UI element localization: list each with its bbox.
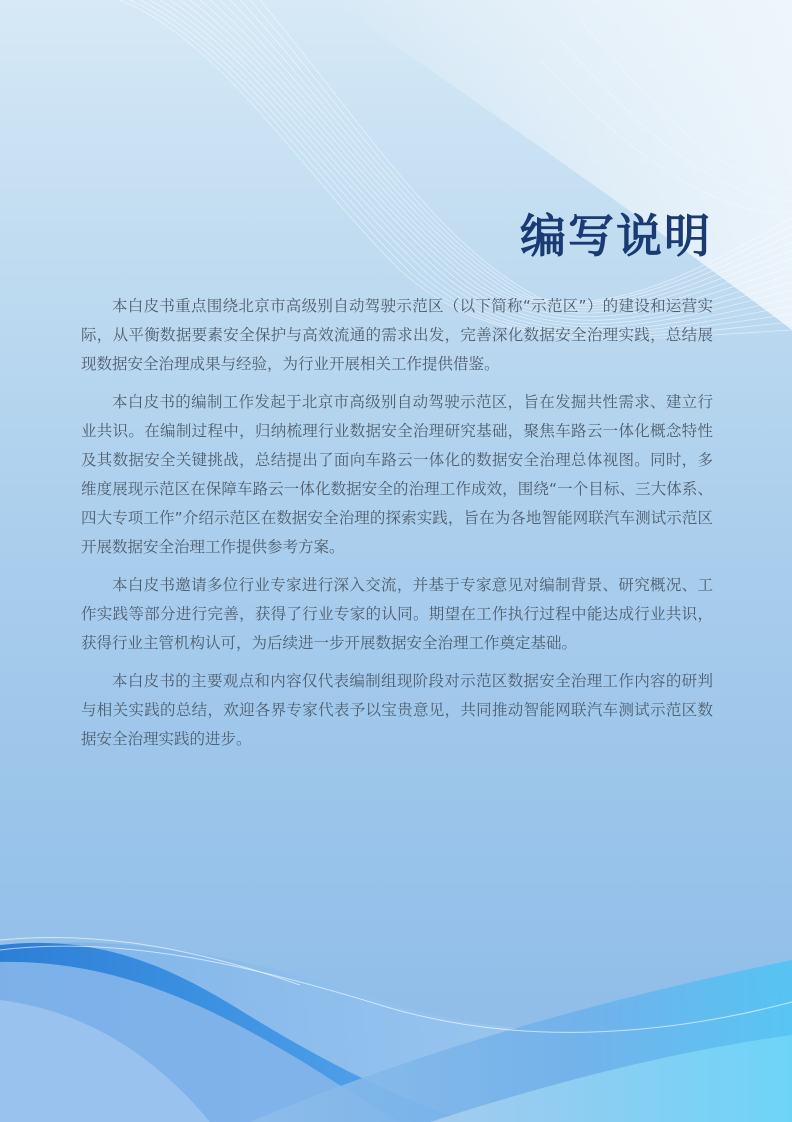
paragraph: 本白皮书的编制工作发起于北京市高级别自动驾驶示范区，旨在发掘共性需求、建立行业共识。在编制过程中，归纳梳理行业数据安全治理研究基础，聚焦车路云一体化概念特性及其数据安全关键挑战，总结提出了面向车路云一体化的数据安全治理总体视图。同时，多维度展现示范区在保障车路云一体化数据安全的治理工作成效，围绕“一个目标、三大体系、四大专项工作”介绍示范区在数据安全治理的探索实践，旨在为各地智能网联汽车测试示范区开展数据安全治理工作提供参考方案。 <box>81 393 713 556</box>
paragraph: 本白皮书邀请多位行业专家进行深入交流，并基于专家意见对编制背景、研究概况、工作实践等部分进行完善，获得了行业专家的认同。期望在工作执行过程中能达成行业共识，获得行业主管机构认可，为后续进一步开展数据安全治理工作奠定基础。 <box>81 576 713 652</box>
paragraph: 本白皮书重点围绕北京市高级别自动驾驶示范区（以下简称“示范区”）的建设和运营实际，从平衡数据要素安全保护与高效流通的需求出发，完善深化数据安全治理实践，总结展现数据安全治理成果与经验，为行业开展相关工作提供借鉴。 <box>81 297 713 373</box>
body-text <box>81 292 713 763</box>
page-title: 编写说明 <box>520 209 712 263</box>
paragraph: 本白皮书的主要观点和内容仅代表编制组现阶段对示范区数据安全治理工作内容的研判与相关实践的总结，欢迎各界专家代表予以宝贵意见，共同推动智能网联汽车测试示范区数据安全治理实践的进步。 <box>81 672 713 748</box>
